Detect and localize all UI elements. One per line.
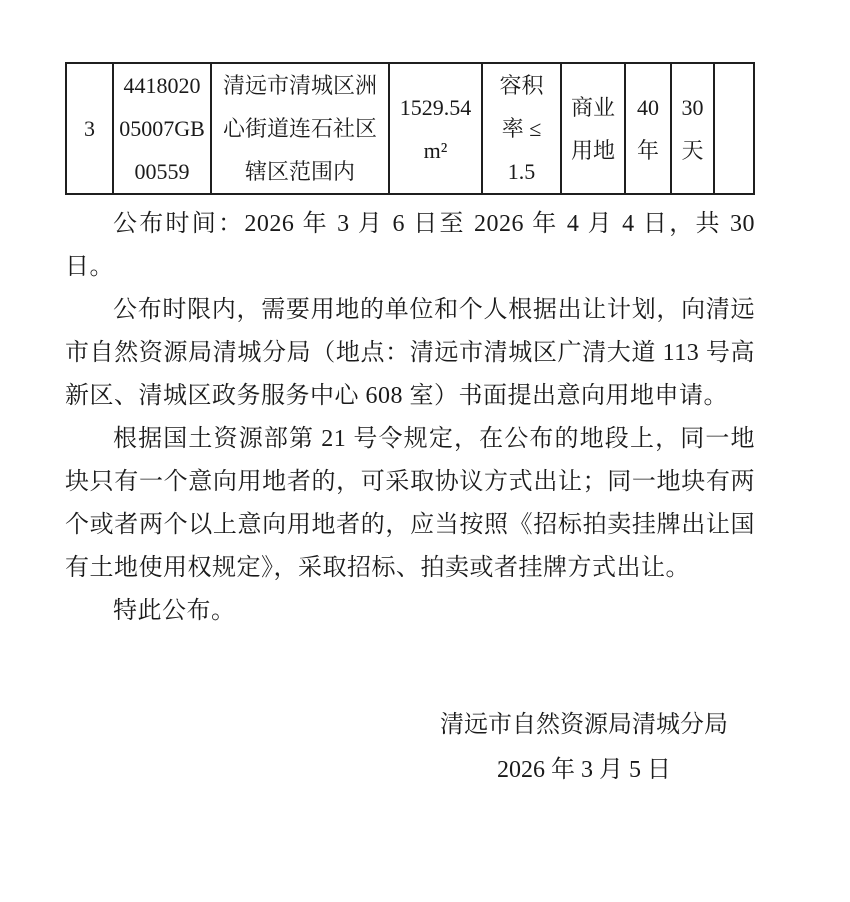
publication-time-paragraph: 公布时间：2026 年 3 月 6 日至 2026 年 4 月 4 日，共 30 日。 [65,211,755,280]
tenure-unit: 年 [636,137,659,163]
area-value: 1529.54 [399,94,472,120]
parcel-id-line: 05007GB [119,116,205,141]
land-use-line: 商业 [570,94,615,120]
regulation-paragraph: 根据国土资源部第 21 号令规定，在公布的地段上，同一地块只有一个意向用地者的，可采取协议方式出让；同一地块有两个或者两个以上意向用地者的，应当按照《招标拍卖挂牌出让国有土地使用权规定》，采取招标、拍卖或者挂牌方式出让。 [65,426,755,581]
plot-ratio-cell [482,63,561,194]
issue-date: 2026 年 3 月 5 日 [497,757,671,783]
land-use-line: 用地 [570,137,615,163]
land-use-cell [561,63,625,194]
location-line: 辖区范围内 [244,159,355,184]
issuing-organization: 清远市自然资源局清城分局 [440,712,728,738]
area-unit: m² [423,137,448,163]
signature-block [424,703,744,793]
closing-statement: 特此公布。 [113,598,236,624]
row-number: 3 [84,116,95,141]
parcel-id-line: 00559 [134,159,190,184]
tenure-value: 40 [637,94,659,120]
land-listing-table [65,62,755,195]
plot-ratio-line: 率 ≤ [501,116,542,141]
plot-ratio-line: 容积 [499,73,544,98]
row-number-cell [66,63,113,194]
application-instructions-paragraph: 公布时限内，需要用地的单位和个人根据出让计划，向清远市自然资源局清城分局（地点：清远市清城区广清大道 113 号高新区、清城区政务服务中心 608 室）书面提出意向用地申请。 [65,297,755,409]
parcel-id-line: 4418020 [123,73,201,98]
publicity-period-cell [671,63,714,194]
table-row [66,63,754,194]
announcement-body [65,203,755,633]
parcel-number-cell [113,63,211,194]
location-line: 清远市清城区洲 [222,73,377,98]
area-cell [389,63,482,194]
plot-ratio-line: 1.5 [507,159,536,184]
tenure-cell [625,63,671,194]
period-unit: 天 [681,137,704,163]
location-cell [211,63,389,194]
location-line: 心街道连石社区 [222,116,377,141]
period-value: 30 [681,94,704,120]
empty-cell [714,63,754,194]
